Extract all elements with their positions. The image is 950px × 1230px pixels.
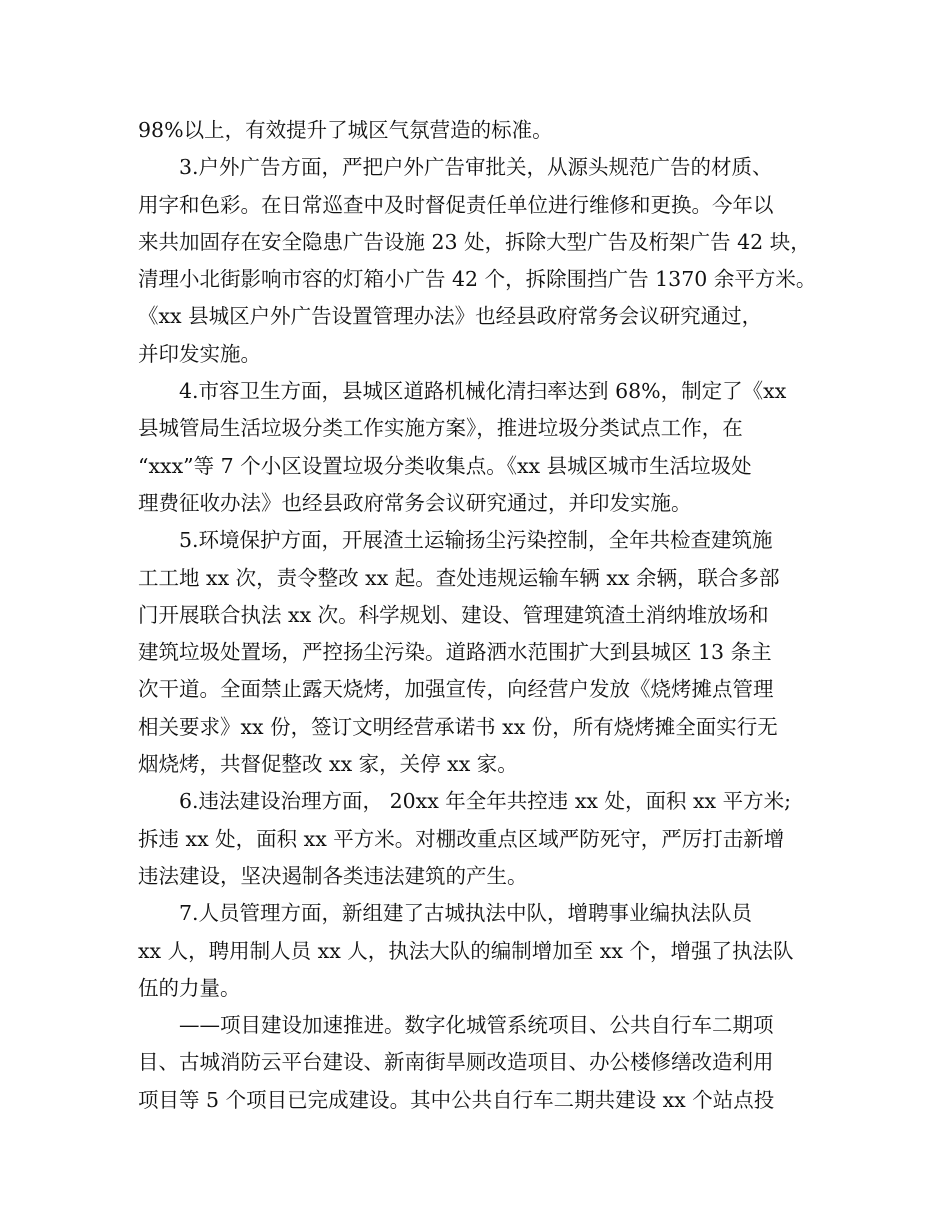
text-line: 门开展联合执法 xx 次。科学规划、建设、管理建筑渣土消纳堆放场和 [138,602,769,627]
text-line: 4.市容卫生方面，县城区道路机械化清扫率达到 68%，制定了《xx [179,379,787,404]
document-body [138,112,818,1119]
text-line: 并印发实施。 [138,341,261,366]
text-line: “xxx”等 7 个小区设置垃圾分类收集点。《xx 县城区城市生活垃圾处 [138,453,752,478]
text-line: 次干道。全面禁止露天烧烤，加强宣传，向经营户发放《烧烤摊点管理 [138,677,774,702]
text-line: 建筑垃圾处置场，严控扬尘污染。道路洒水范围扩大到县城区 13 条主 [138,640,772,665]
text-line: 5.环境保护方面，开展渣土运输扬尘污染控制，全年共检查建筑施 [179,528,773,553]
text-line: 伍的力量。 [138,975,241,1000]
text-line: ——项目建设加速推进。数字化城管系统项目、公共自行车二期项 [179,1013,774,1038]
text-line: 《xx 县城区户外广告设置管理办法》也经县政府常务会议研究通过， [138,304,763,329]
text-line: 相关要求》xx 份，签订文明经营承诺书 xx 份，所有烧烤摊全面实行无 [138,714,778,739]
text-line: 烟烧烤，共督促整改 xx 家，关停 xx 家。 [138,752,518,777]
text-line: xx 人，聘用制人员 xx 人，执法大队的编制增加至 xx 个，增强了执法队 [138,938,794,963]
text-line: 清理小北街影响市容的灯箱小广告 42 个，拆除围挡广告 1370 余平方米。 [138,267,817,292]
text-line: 县城管局生活垃圾分类工作实施方案》，推进垃圾分类试点工作，在 [138,416,743,441]
text-line: 项目等 5 个项目已完成建设。其中公共自行车二期共建设 xx 个站点投 [138,1087,775,1112]
text-line: 用字和色彩。在日常巡查中及时督促责任单位进行维修和更换。今年以 [138,192,774,217]
text-line: 6.违法建设治理方面， 20xx 年全年共控违 xx 处，面积 xx 平方米; [179,789,792,814]
text-line: 拆违 xx 处，面积 xx 平方米。对棚改重点区域严防死守，严厉打击新增 [138,826,785,851]
text-line: 7.人员管理方面，新组建了古城执法中队，增聘事业编执法队员 [179,901,753,926]
text-line: 违法建设，坚决遏制各类违法建筑的产生。 [138,863,528,888]
text-line: 工工地 xx 次，责令整改 xx 起。查处违规运输车辆 xx 余辆，联合多部 [138,565,780,590]
text-line: 98%以上，有效提升了城区气氛营造的标准。 [138,118,553,142]
text-line: 3.户外广告方面，严把户外广告审批关，从源头规范广告的材质、 [179,155,773,180]
text-line: 来共加固存在安全隐患广告设施 23 处，拆除大型广告及桁架广告 42 块， [138,229,811,254]
text-line: 理费征收办法》也经县政府常务会议研究通过，并印发实施。 [138,490,692,515]
text-line: 目、古城消防云平台建设、新南街旱厕改造项目、办公楼修缮改造利用 [138,1050,774,1075]
